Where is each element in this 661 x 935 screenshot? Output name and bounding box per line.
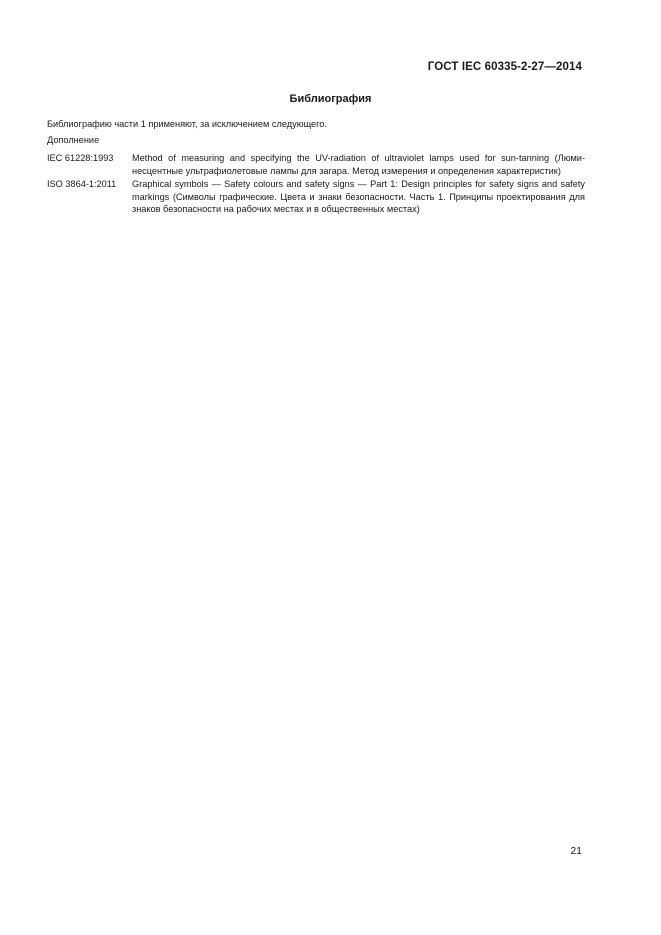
bibliography-description: Method of measuring and specifying the UV-radiation of ultraviolet lamps used for sun-tanning (Люминесцентные ультрафиолетовые лампы для загара. Метод измерения и определения характеристик) (132, 153, 585, 176)
document-code-header: ГОСТ IEC 60335-2-27—2014 (427, 61, 582, 73)
bibliography-reference: IEC 61228:1993 (47, 153, 114, 163)
bibliography-entry (47, 152, 585, 177)
bibliography-description: Graphical symbols — Safety colours and safety signs — Part 1: Design principles for safety signs and safety markings (Символы графические. Цвета и знаки безопасности. Часть 1. Принципы проектирования для знаков безопасности на рабочих местах и в общественных местах) (132, 179, 585, 214)
addition-label: Дополнение (47, 135, 100, 145)
section-title: Библиография (289, 93, 372, 105)
bibliography-reference: ISO 3864-1:2011 (47, 179, 117, 189)
intro-paragraph: Библиографию части 1 применяют, за исключением следующего. (47, 119, 327, 129)
page-number: 21 (570, 845, 582, 857)
bibliography-entry (47, 178, 585, 216)
bibliography-list (47, 152, 585, 217)
